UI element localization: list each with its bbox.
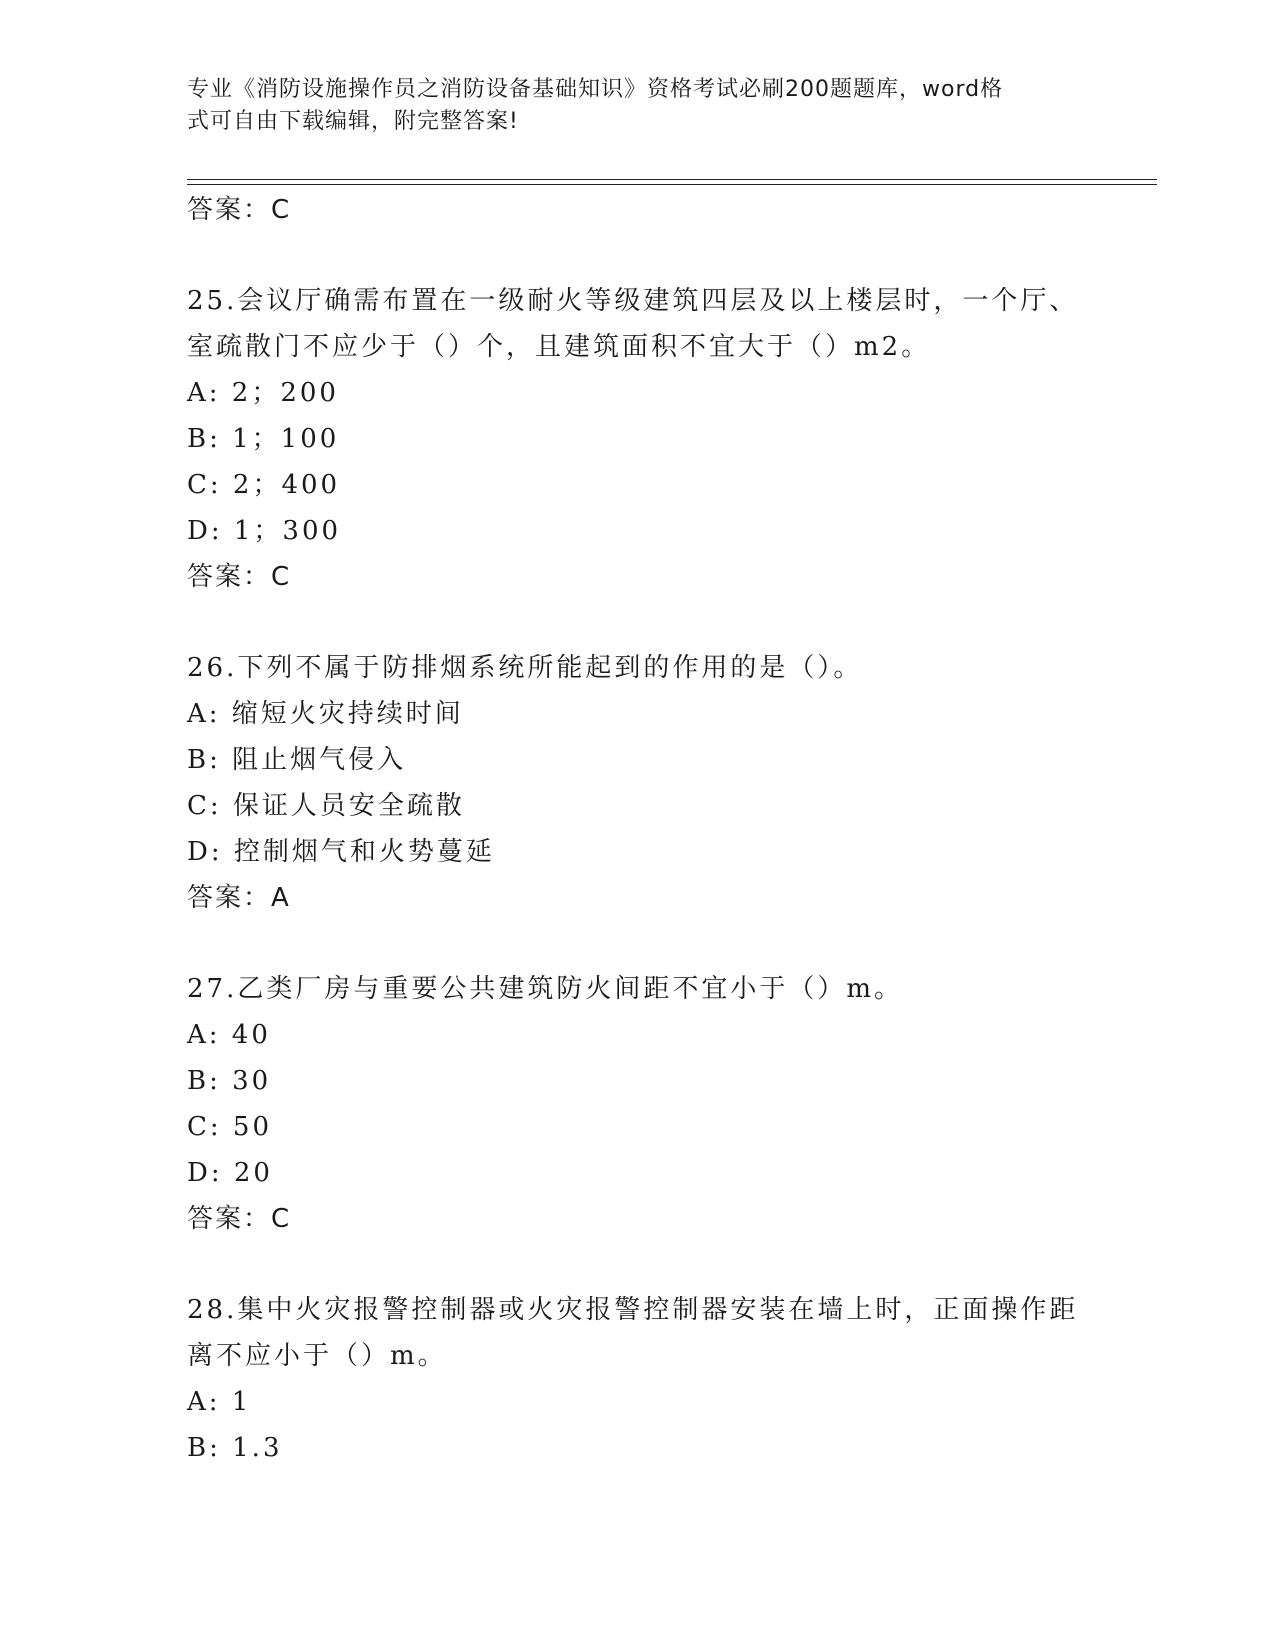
option-c: C: 50 [187, 1112, 273, 1142]
question-stem: 28.集中火灾报警控制器或火灾报警控制器安装在墙上时，正面操作距 [187, 1295, 1079, 1325]
question-26 [187, 645, 1147, 921]
question-stem: 26.下列不属于防排烟系统所能起到的作用的是（）。 [187, 653, 863, 683]
document-header [187, 74, 1067, 138]
option-a: A: 缩短火灾持续时间 [187, 699, 464, 729]
option-b: B: 1；100 [187, 424, 340, 454]
header-line-2: 式可自由下载编辑，附完整答案! [187, 109, 519, 134]
question-stem: 25.会议厅确需布置在一级耐火等级建筑四层及以上楼层时，一个厅、 [187, 286, 1079, 316]
question-28 [187, 1287, 1147, 1471]
option-b: B: 30 [187, 1066, 272, 1096]
option-a: A: 1 [187, 1387, 252, 1417]
option-d: D: 控制烟气和火势蔓延 [187, 837, 495, 867]
option-c: C: 保证人员安全疏散 [187, 791, 465, 821]
option-d: D: 1；300 [187, 516, 342, 546]
answer-line: 答案：C [187, 1204, 292, 1234]
answer-line: 答案：A [187, 883, 291, 913]
question-stem-continued: 离不应小于（）m。 [187, 1341, 447, 1371]
question-stem-continued: 室疏散门不应少于（）个，且建筑面积不宜大于（）m2。 [187, 332, 931, 362]
answer-line: 答案：C [187, 562, 292, 592]
header-divider-bottom [187, 184, 1157, 185]
question-27 [187, 966, 1147, 1242]
option-b: B: 1.3 [187, 1433, 283, 1463]
option-d: D: 20 [187, 1158, 273, 1188]
question-stem: 27.乙类厂房与重要公共建筑防火间距不宜小于（）m。 [187, 974, 904, 1004]
header-line-1: 专业《消防设施操作员之消防设备基础知识》资格考试必刷200题题库，word格 [187, 77, 1004, 102]
option-b: B: 阻止烟气侵入 [187, 745, 407, 775]
header-divider-top [187, 179, 1157, 180]
option-c: C: 2；400 [187, 470, 341, 500]
answer-line: 答案：C [187, 195, 292, 225]
question-list [187, 187, 1147, 1471]
option-a: A: 2；200 [187, 378, 339, 408]
question-25 [187, 278, 1147, 600]
option-a: A: 40 [187, 1020, 271, 1050]
